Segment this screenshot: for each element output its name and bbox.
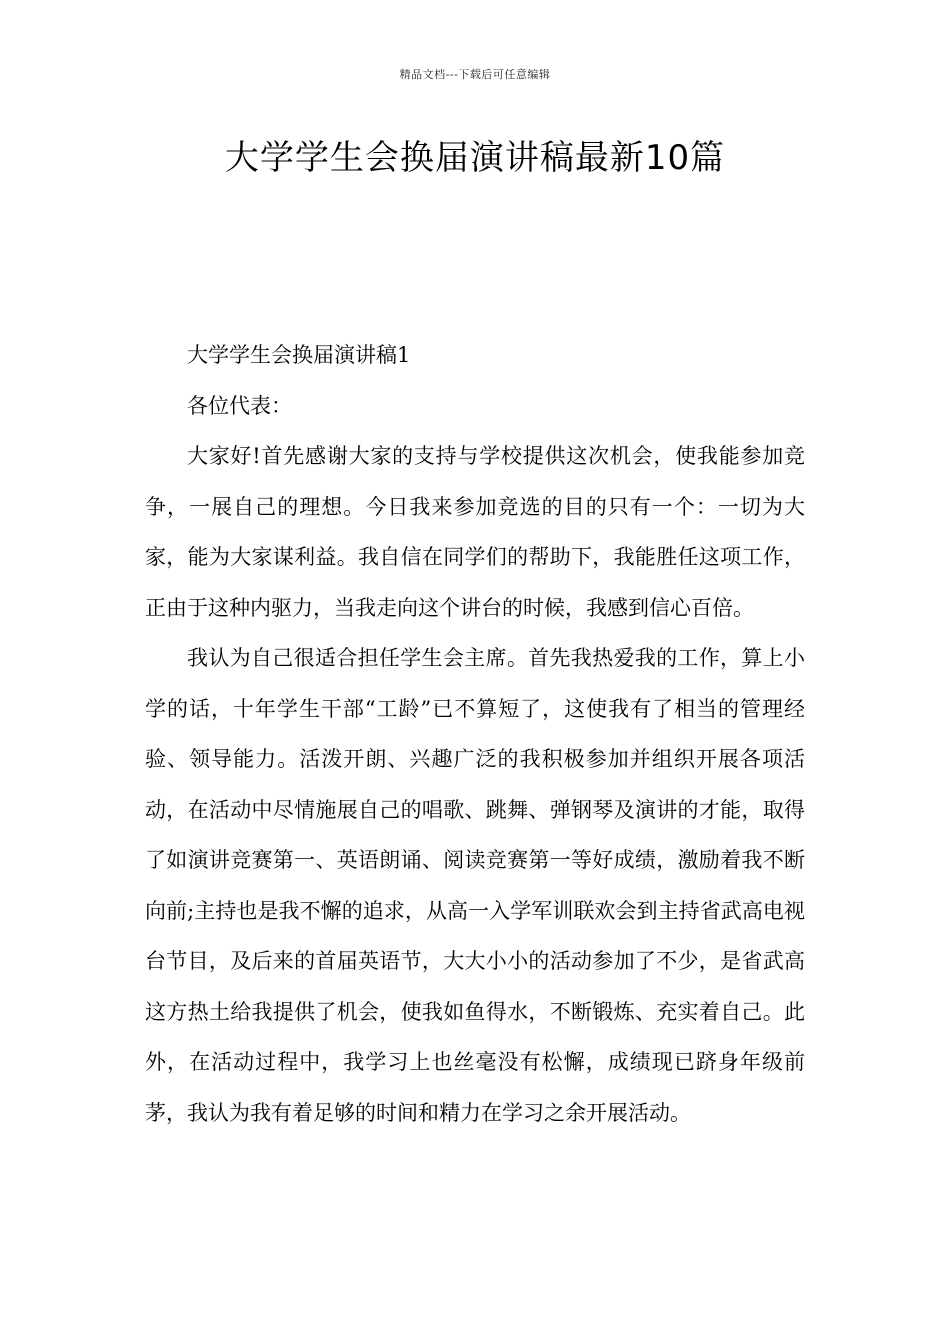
body-paragraph: 我认为自己很适合担任学生会主席。首先我热爱我的工作，算上小学的话，十年学生干部“工龄”已不算短了，这使我有了相当的管理经验、领导能力。活泼开朗、兴趣广泛的我积极参加并组织开展各项活动，在活动中尽情施展自己的唱歌、跳舞、弹钢琴及演讲的才能，取得了如演讲竞赛第一、英语朗诵、阅读竞赛第一等好成绩，激励着我不断向前;主持也是我不懈的追求，从高一入学军训联欢会到主持省武高电视台节目，及后来的首届英语节，大大小小的活动参加了不少，是省武高这方热土给我提供了机会，使我如鱼得水，不断锻炼、充实着自己。此外，在活动过程中，我学习上也丝毫没有松懈，成绩现已跻身年级前茅，我认为我有着足够的时间和精力在学习之余开展活动。	[145, 646, 805, 1125]
document-body	[145, 330, 805, 1138]
header-note: 精品文档---下载后可任意编辑	[399, 68, 551, 81]
body-paragraph: 大家好!首先感谢大家的支持与学校提供这次机会，使我能参加竞争，一展自己的理想。今日我来参加竞选的目的只有一个：一切为大家，能为大家谋利益。我自信在同学们的帮助下，我能胜任这项工作，正由于这种内驱力，当我走向这个讲台的时候，我感到信心百倍。	[145, 444, 805, 620]
document-title: 大学学生会换届演讲稿最新10篇	[224, 138, 726, 178]
salutation: 各位代表：	[187, 393, 292, 418]
speech-subtitle: 大学学生会换届演讲稿1	[187, 343, 411, 367]
